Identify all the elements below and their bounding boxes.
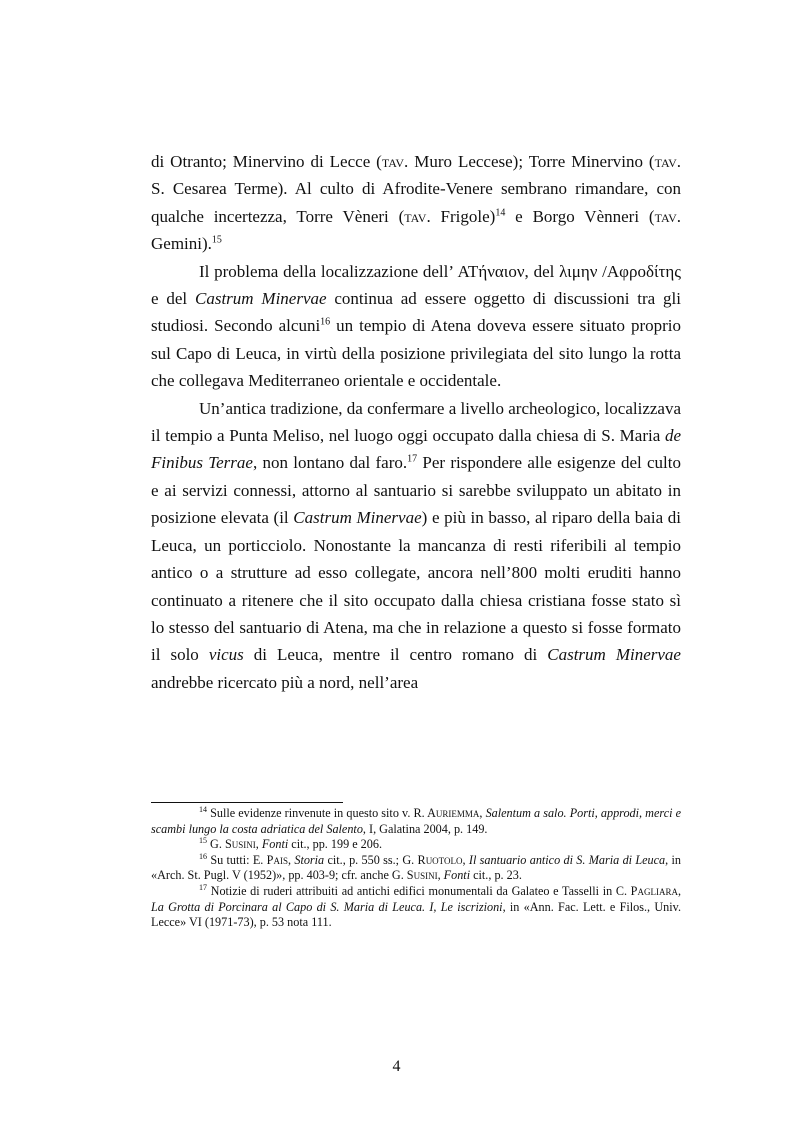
text-run: ,: [287, 852, 295, 867]
small-caps-text: ais: [273, 852, 288, 867]
small-caps-text: tav: [404, 206, 427, 226]
footnote-ref: 16: [320, 316, 331, 328]
paragraph: [151, 258, 681, 395]
small-caps-text: tav: [654, 206, 677, 226]
small-caps-text: uriemma: [435, 806, 480, 820]
text-run: continua ad essere oggetto di discussioni tra gli studiosi. Secondo alcuni: [151, 289, 681, 336]
italic-text: Castrum Minervae: [293, 508, 422, 528]
italic-text: vicus: [208, 645, 244, 665]
footnote-15: [151, 837, 681, 853]
italic-text: Castrum Minervae: [547, 645, 681, 665]
text-run: cit., pp. 199 e 206.: [288, 837, 382, 852]
small-caps-text: agliara: [637, 883, 678, 898]
text-run: ,: [462, 852, 469, 867]
text-run: ,: [255, 837, 262, 852]
text-run: , I, Galatina 2004, p. 149.: [362, 821, 488, 836]
italic-text: de Finibus Terrae: [151, 426, 681, 473]
text-run: Sulle evidenze rinvenute in questo sito v. R. A: [207, 806, 436, 820]
italic-text: Fonti: [443, 868, 471, 883]
text-run: . Gemini).: [151, 206, 681, 254]
text-run: cit., p. 23.: [470, 868, 522, 883]
italic-text: Il santuario antico di S. Maria di Leuca: [468, 852, 666, 867]
small-caps-text: uotolo: [425, 852, 463, 867]
text-run: . Frigole): [426, 206, 496, 226]
text-run: , in «Arch. St. Pugl. V (1952)», pp. 403-9; cfr. anche G. S: [151, 852, 682, 883]
italic-text: Fonti: [261, 837, 289, 852]
main-text: [151, 148, 681, 696]
footnote-separator: [151, 802, 343, 803]
small-caps-text: tav: [381, 152, 405, 171]
footnote-ref: 14: [495, 207, 506, 219]
text-run: di Otranto; Minervino di Lecce (: [151, 152, 382, 171]
small-caps-text: tav: [654, 152, 677, 171]
paragraph: [151, 148, 681, 258]
text-run: un tempio di Atena doveva essere situato proprio sul Capo di Leuca, in virtù della posizione privilegiata del sito lungo la rotta che collegava Mediterraneo orientale e occidentale.: [151, 316, 681, 391]
footnotes: [151, 806, 681, 931]
footnote-16: [151, 853, 681, 884]
italic-text: Storia: [294, 852, 325, 867]
text-run: . Muro Leccese); Torre Minervino (: [404, 152, 655, 171]
italic-text: Salentum a salo. Porti, approdi, merci e scambi lungo la costa adriatica del Salento: [151, 806, 681, 836]
footnote-ref: 15: [199, 836, 207, 846]
text-run: ,: [677, 883, 681, 898]
italic-text: Castrum Minervae: [195, 289, 327, 309]
page-number: 4: [392, 1058, 401, 1075]
text-run: cit., p. 550 ss.; G. R: [324, 852, 426, 867]
italic-text: La Grotta di Porcinara al Capo di S. Maria di Leuca. I, Le iscrizioni: [151, 899, 503, 914]
text-run: ) e più in basso, al riparo della baia di Leuca, un porticciolo. Nonostante la mancanza di resti riferibili al tempio antico o a strutture ad esso collegate, ancora nell’800 molti eruditi hanno continuato a ritenere che il sito occupato dalla chiesa cristiana fosse stato sì lo stesso del santuario di Atena, ma che in relazione a questo si fosse formato il solo: [151, 508, 681, 665]
text-run: Il problema della localizzazione dell’ ΑΤήναιον, del λιμην /Αφροδίτης e del: [151, 261, 681, 309]
text-run: Un’antica tradizione, da confermare a livello archeologico, localizzava il tempio a Punta Meliso, nel luogo oggi occupato dalla chiesa di S. Maria: [151, 398, 681, 446]
text-run: ,: [479, 806, 486, 820]
text-run: Su tutti: E. P: [207, 852, 274, 867]
footnote-ref: 16: [199, 851, 207, 861]
footnote-ref: 14: [199, 804, 207, 814]
text-run: , non lontano dal faro.: [252, 453, 408, 473]
text-run: ,: [437, 868, 444, 883]
text-run: di Leuca, mentre il centro romano di: [243, 645, 548, 665]
footnote-14: [151, 806, 681, 837]
footnote-ref: 15: [211, 234, 222, 246]
footnote-ref: 17: [407, 453, 418, 465]
footnote-ref: 17: [199, 882, 207, 892]
text-run: . S. Cesarea Terme). Al culto di Afrodite-Venere sembrano rimandare, con qualche incertezza, Torre Vèneri (: [151, 152, 681, 226]
footnote-17: [151, 884, 681, 931]
text-run: , in «Ann. Fac. Lett. e Filos., Univ. Lecce» VI (1971-73), p. 53 nota 111.: [151, 899, 681, 930]
text-run: Per rispondere alle esigenze del culto e ai servizi connessi, attorno al santuario si sarebbe sviluppato un abitato in posizione elevata (il: [151, 453, 681, 528]
text-run: Notizie di ruderi attribuiti ad antichi edifici monumentali da Galateo e Tasselli in C. P: [207, 883, 638, 898]
small-caps-text: usini: [231, 837, 256, 852]
paragraph: [151, 395, 681, 696]
text-run: andrebbe ricercato più a nord, nell’area: [151, 672, 419, 692]
text-run: G. S: [207, 837, 232, 852]
text-run: e Borgo Vènneri (: [505, 206, 655, 226]
small-caps-text: usini: [413, 868, 438, 883]
